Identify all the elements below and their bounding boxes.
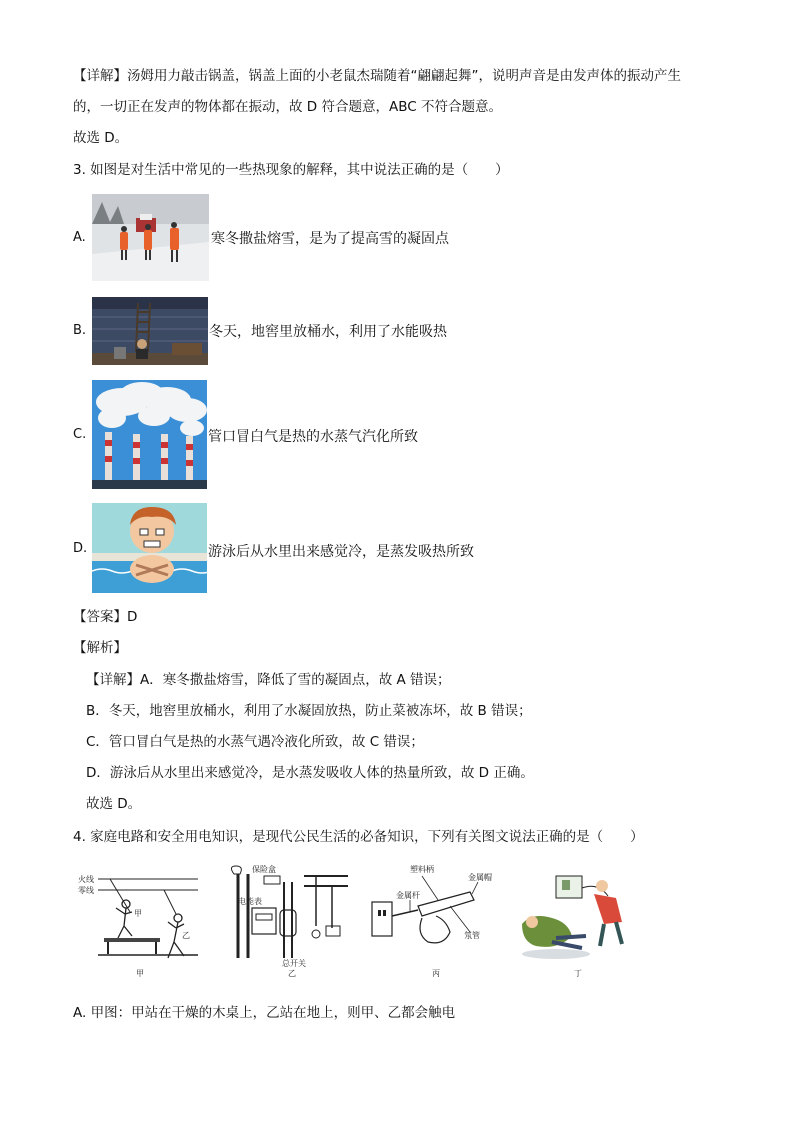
plastic-handle-label: 塑料柄 [410,865,434,874]
figure-ding-caption: 丁 [574,969,582,978]
figure-ding [512,862,644,980]
neutral-wire-label: 零线 [78,886,94,895]
q3-option-b-letter: B. [73,323,87,338]
q3-answer: 【答案】D [73,609,138,625]
q3-analysis-line: 故选 D。 [86,796,142,812]
live-wire-label: 火线 [78,875,94,884]
figure-yi [224,862,356,980]
q4-option-a: A. 甲图：甲站在干燥的木桌上，乙站在地上，则甲、乙都会触电 [73,1005,456,1021]
swimmer-cold-cartoon [92,503,207,593]
q3-option-c-letter: C. [73,427,87,442]
metal-cap-label: 金属帽 [468,873,492,882]
figure-jia-caption: 甲 [136,969,144,978]
q3-option-d-letter: D. [73,541,88,556]
person-b-label: 乙 [182,931,190,940]
q3-stem: 3. 如图是对生活中常见的一些热现象的解释，其中说法正确的是（ ） [73,162,509,178]
q3-analysis-line: 【详解】A．寒冬撒盐熔雪，降低了雪的凝固点，故 A 错误； [86,672,451,688]
snow-salt-photo [92,194,209,281]
meter-label: 电能表 [238,897,262,906]
neon-tube-label: 氖管 [464,931,480,940]
cellar-bucket-photo [92,297,208,365]
figure-yi-caption: 乙 [288,969,296,978]
metal-rod-label: 金属杆 [396,891,420,900]
q3-option-a-letter: A. [73,230,86,245]
figure-bing [366,862,506,980]
chimney-steam-photo [92,380,207,489]
q3-analysis-title: 【解析】 [73,640,127,656]
q4-stem: 4. 家庭电路和安全用电知识，是现代公民生活的必备知识，下列有关图文说法正确的是（ ） [73,829,644,845]
q3-option-a-text: 寒冬撒盐熔雪，是为了提高雪的凝固点 [211,231,449,247]
q3-analysis-line: B．冬天，地窖里放桶水，利用了水凝固放热，防止菜被冻坏，故 B 错误； [86,703,532,719]
q2-choose: 故选 D。 [73,130,129,146]
q3-analysis-line: C．管口冒白气是热的水蒸气遇冷液化所致，故 C 错误； [86,734,424,750]
q3-option-c-text: 管口冒白气是热的水蒸气汽化所致 [208,429,418,445]
q3-analysis-line: D．游泳后从水里出来感觉冷，是水蒸发吸收人体的热量所致，故 D 正确。 [86,765,534,781]
fuse-box-label: 保险盒 [252,865,276,874]
q2-detail-line1: 【详解】汤姆用力敲击锅盖，锅盖上面的小老鼠杰瑞随着“翩翩起舞”，说明声音是由发声体的振动产生 [73,68,681,84]
main-switch-label: 总开关 [282,959,306,968]
q3-option-d-text: 游泳后从水里出来感觉冷，是蒸发吸热所致 [208,544,474,560]
figure-jia [74,862,202,980]
q2-detail-line2: 的，一切正在发声的物体都在振动，故 D 符合题意，ABC 不符合题意。 [73,99,502,115]
q3-option-b-text: 冬天，地窖里放桶水，利用了水能吸热 [209,324,447,340]
person-a-label: 甲 [134,909,142,918]
figure-bing-caption: 丙 [432,969,440,978]
